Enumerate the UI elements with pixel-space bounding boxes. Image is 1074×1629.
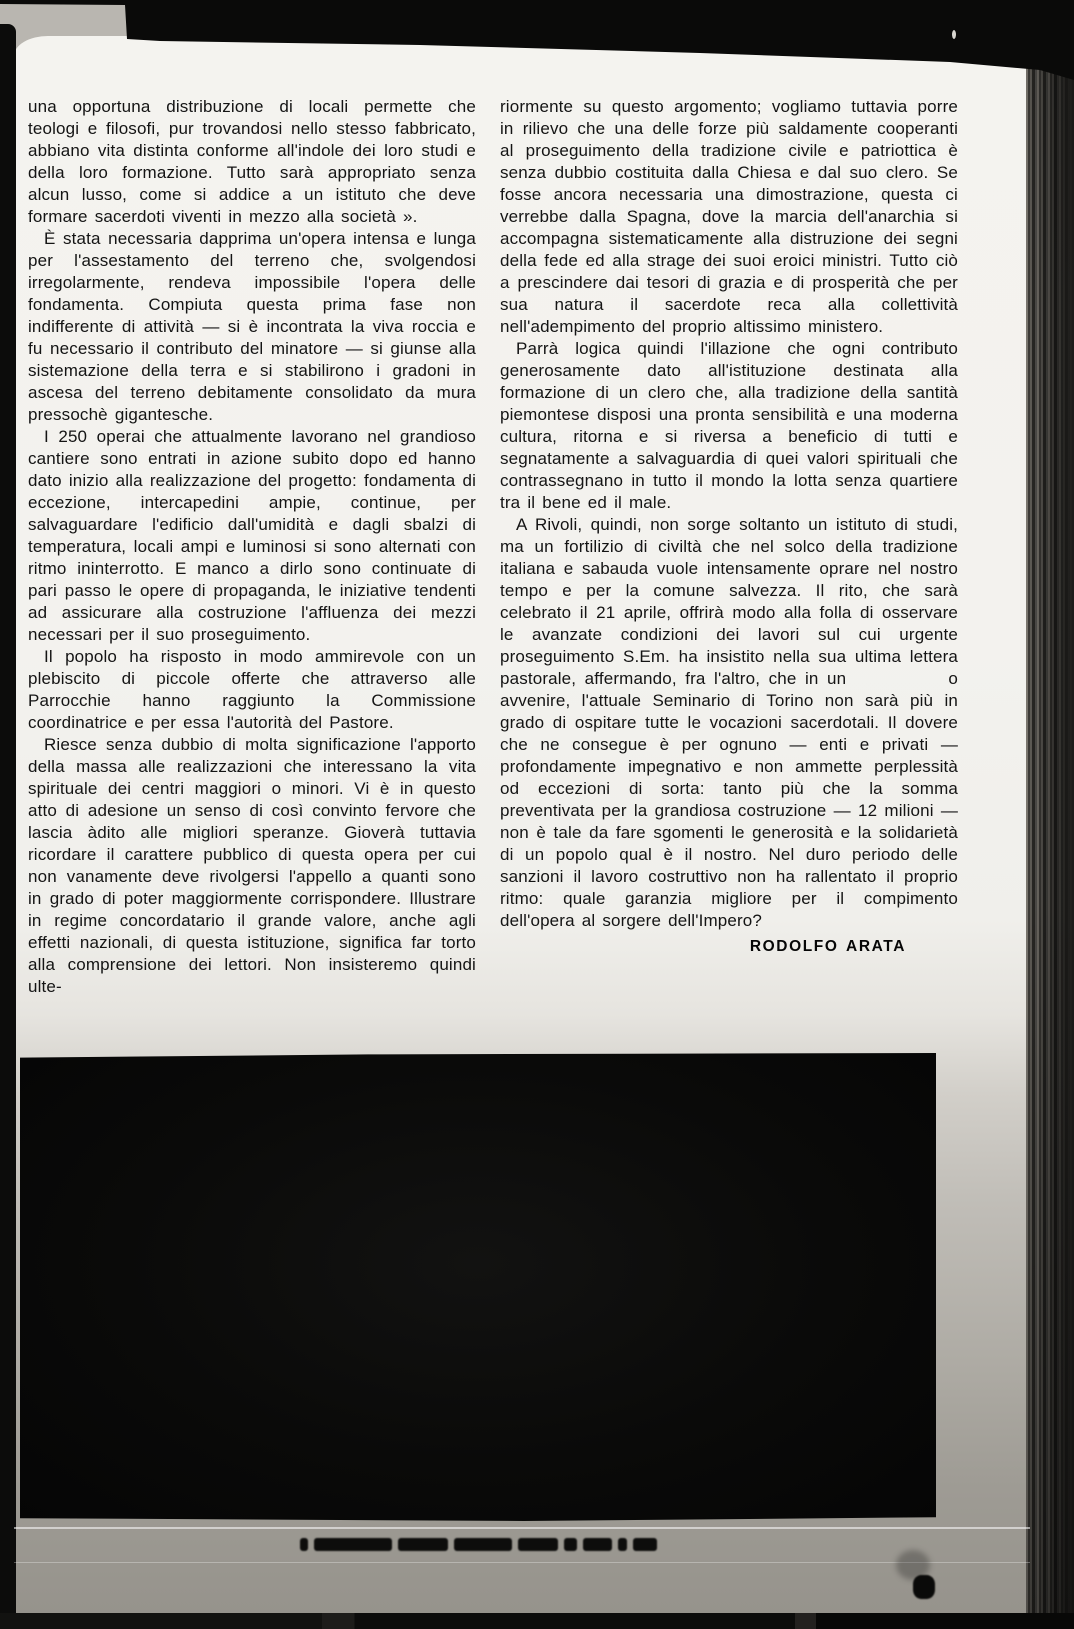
caption-smudge: [398, 1538, 448, 1551]
paragraph: È stata necessaria dapprima un'opera intensa e lunga per l'assestamento del terreno che, svolgendosi irregolarmente, rendeva impossibile l'opera delle fondamenta. Compiuta questa prima fase non indifferente di attività — si è incontrata la viva roccia e fu necessario il contributo del minatore — si giunse alla sistemazione della terra e si stabilirono i gradoni in ascesa del terreno debitamente consolidato da mura pressochè gigantesche.: [28, 229, 476, 424]
paragraph: Il popolo ha risposto in modo ammirevole con un plebiscito di piccole offerte che attraverso alle Parrocchie hanno raggiunto la Commissione coordinatrice e per essa l'autorità del Pastore.: [28, 647, 476, 732]
scan-line-artifact: [14, 1562, 1030, 1563]
scan-line-artifact: [14, 1527, 1030, 1529]
caption-smudge: [300, 1538, 308, 1551]
ink-smudge: [913, 1575, 935, 1599]
scan-left-edge-artifact: [0, 24, 16, 1629]
caption-smudge: [314, 1538, 392, 1551]
article-column-right: [500, 96, 958, 958]
caption-smudge: [633, 1538, 657, 1551]
caption-smudge: [564, 1538, 577, 1551]
caption-smudge: [583, 1538, 612, 1551]
paragraph: A Rivoli, quindi, non sorge soltanto un istituto di studi, ma un fortilizio di civiltà che nel solco della tradizione italiana e sabauda vuole intensamente oprare nel nostro tempo e per la comune salvezza. Il rito, che sarà celebrato il 21 aprile, offrirà modo alla folla di osservare le avanzate condizioni dei lavori sul cui urgente proseguimento S.Em. ha insistito nella sua ultima lettera pastorale, affermando, fra l'altro, che in un o avvenire, l'attuale Seminario di Torino non sarà più in grado di ospitare tutte le vocazioni sacerdotali. Il dovere che ne consegue è per ognuno — enti e privati — profondamente impegnativo e non ammette perplessità od eccezioni di sorta: tanto più che la somma preventivata per la grandiosa costruzione — 12 milioni — non è tale da fare sgomenti le generosità e la solidarietà di un popolo qual è il nostro. Nel duro periodo delle sanzioni il lavoro costruttivo non ha rallentato il proprio ritmo: quale garanzia migliore per il compimento dell'opera al sorgere dell'Impero?: [500, 515, 958, 930]
photo-dark-image: [20, 1053, 936, 1521]
caption-smudge: [518, 1538, 558, 1551]
paragraph: riormente su questo argomento; vogliamo tuttavia porre in rilievo che una delle forze più saldamente cooperanti al proseguimento della tradizione civile e patriottica è senza dubbio costituita dalla Chiesa e dal suo clero. Se fosse ancora necessaria una dimostrazione, questa ci verrebbe dalla Spagna, dove la marcia dell'anarchia si accompagna sistematicamente alla distruzione dei segni della fede ed alla strage dei suoi eroici ministri. Tutto ciò a prescindere dai tesori di grazia e di prosperità che per sua natura il sacerdote reca alla collettività nell'adempimento del proprio altissimo ministero.: [500, 97, 958, 336]
paragraph: Riesce senza dubbio di molta significazione l'apporto della massa alle realizzazioni che interessano la vita spirituale dei centri maggiori o minori. Vi è in questo atto di adesione un senso di così convinto fervore che lascia àdito alle migliori speranze. Gioverà tuttavia ricordare il carattere pubblico di questa opera per cui non vanamente deve rivolgersi l'appello a quanti sono in grado di poter maggiormente corrispondere. Illustrare in regime concordatario il grande valore, anche agli effetti nazionali, di questa istituzione, significa far torto alla comprensione dei lettori. Non insisteremo quindi ulte-: [28, 735, 476, 996]
caption-smudge: [618, 1538, 627, 1551]
article-column-left: [28, 96, 476, 998]
scan-bottom-edge-artifact: [0, 1613, 1074, 1629]
paragraph: una opportuna distribuzione di locali permette che teologi e filosofi, pur trovandosi nello stesso fabbricato, abbiano vita distinta conforme all'indole dei loro studi e della loro formazione. Tutto sarà appropriato senza alcun lusso, come si addice a un istituto che deve formare sacerdoti viventi in mezzo alla società ».: [28, 97, 476, 226]
caption-smudge: [454, 1538, 512, 1551]
author-signature: RODOLFO ARATA: [749, 938, 906, 955]
photo-caption-illegible: [300, 1538, 663, 1552]
scan-right-gutter-artifact: [1026, 0, 1074, 1629]
scan-speck-artifact: [952, 30, 956, 39]
paragraph: I 250 operai che attualmente lavorano nel grandioso cantiere sono entrati in azione subito dopo ed hanno dato inizio alla realizzazione del progetto: fondamenta di eccezione, intercapedini ampie, continue, per salvaguardare l'edificio dall'umidità e dagli sbalzi di temperatura, locali ampi e luminosi si sono alternati con ritmo ininterrotto. E manco a dirlo sono continuate di pari passo le opere di propaganda, le iniziative tendenti ad assicurare alla costruzione l'affluenza dei mezzi necessari per il suo proseguimento.: [28, 427, 476, 644]
paragraph: Parrà logica quindi l'illazione che ogni contributo generosamente dato all'istituzione destinata alla formazione di un clero che, alla tradizione della santità piemontese disposi una pronta sensibilità e una moderna cultura, ritorna e si riversa a beneficio di tutti e segnatamente a salvaguardia di quei valori spirituali che contrassegnano in tutto il mondo la lotta senza quartiere tra il bene ed il male.: [500, 339, 958, 512]
